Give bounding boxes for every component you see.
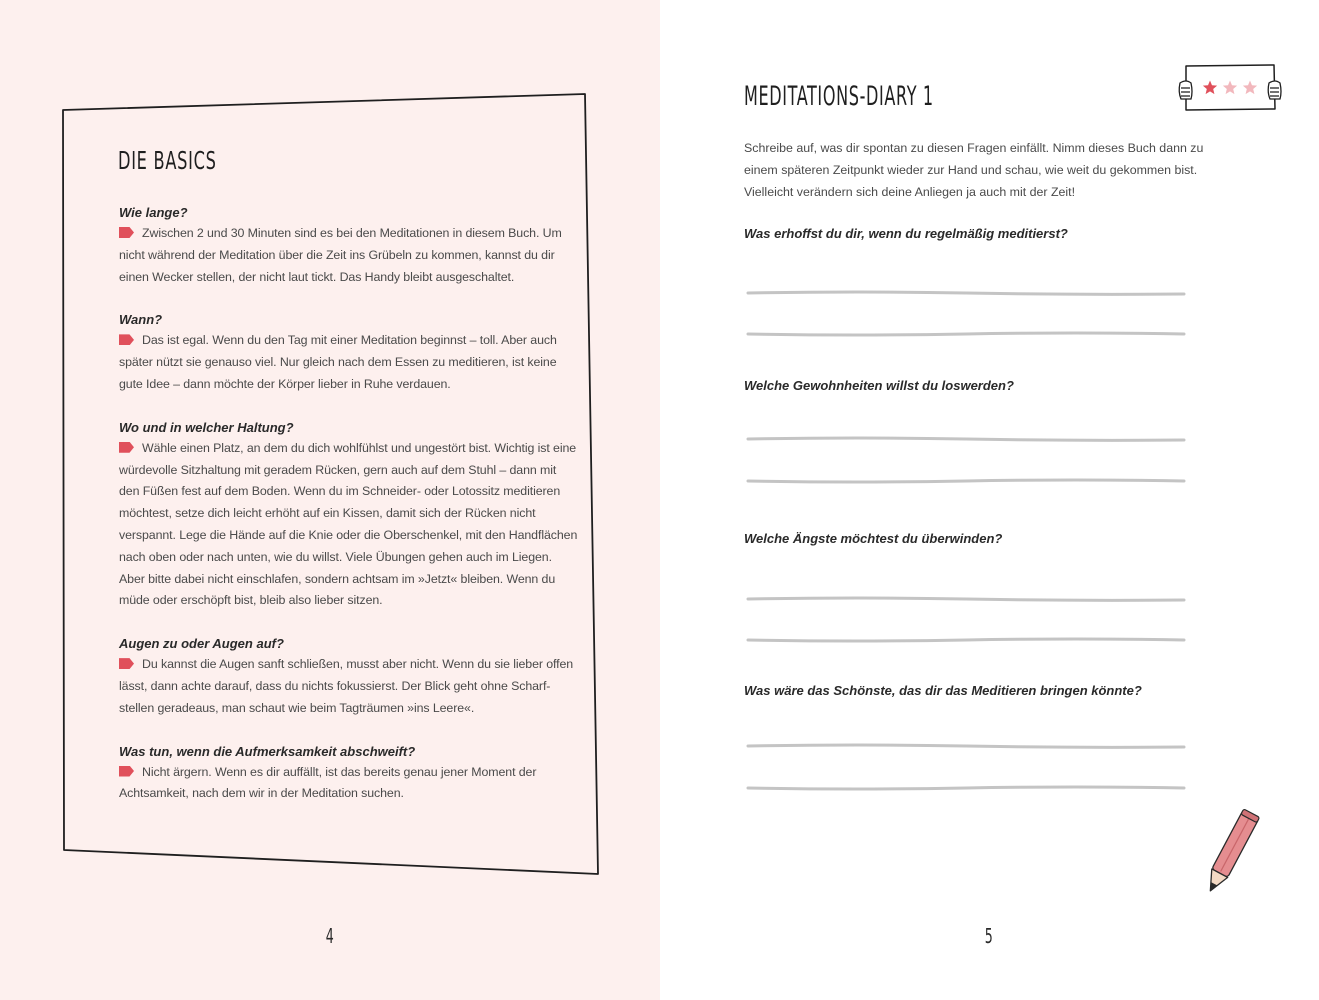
question-heading: Wann? xyxy=(119,312,163,328)
answer-body: Du kannst die Augen sanft schließen, musst aber nicht. Wenn du sie lieber offen lässt, dann achte darauf, dass du nichts fokussierst. Der Blick geht ohne Scharfstellen geradeaus, man schaut wie beim Tagträumen »ins Leere«. xyxy=(119,657,574,715)
answer-text xyxy=(119,223,579,288)
bullet-marker-icon xyxy=(119,442,134,453)
writing-line[interactable] xyxy=(746,288,1186,298)
diary-question: Was erhoffst du dir, wenn du regelmäßig meditierst? xyxy=(744,226,1068,241)
bullet-marker-icon xyxy=(119,766,134,777)
writing-line[interactable] xyxy=(746,594,1186,604)
list-item xyxy=(119,417,579,612)
difficulty-badge xyxy=(1176,62,1286,114)
page-title: DIE BASICS xyxy=(118,146,217,175)
pencil-icon xyxy=(1196,804,1266,900)
diary-question: Was wäre das Schönste, das dir das Meditieren bringen könnte? xyxy=(744,683,1142,698)
list-item xyxy=(119,741,579,806)
question-heading: Wo und in welcher Haltung? xyxy=(119,419,294,435)
question-heading: Was tun, wenn die Aufmerksamkeit abschweift? xyxy=(119,743,416,759)
bullet-marker-icon xyxy=(119,227,134,238)
page-number: 4 xyxy=(325,924,334,948)
hand-icon xyxy=(1268,81,1281,99)
answer-text xyxy=(119,654,579,719)
bullet-marker-icon xyxy=(119,658,134,669)
answer-body: Nicht ärgern. Wenn es dir auffällt, ist das bereits genau jener Moment der Achtsamkeit, nach dem wir in der Meditation suchen. xyxy=(119,764,537,801)
writing-line[interactable] xyxy=(746,434,1186,444)
basics-list xyxy=(119,202,579,826)
writing-line[interactable] xyxy=(746,329,1186,339)
answer-body: Zwischen 2 und 30 Minuten sind es bei den Meditationen in diesem Buch. Um nicht während der Meditation über die Zeit ins Grübeln zu kommen, kannst du dir einen Wecker stellen, der nicht laut tickt. Das Handy bleibt ausgeschaltet. xyxy=(119,226,562,284)
hand-icon xyxy=(1179,81,1192,99)
intro-text: Schreibe auf, was dir spontan zu diesen Fragen einfällt. Nimm dieses Buch dann zu einem späteren Zeitpunkt wieder zur Hand und schau, wie weit du gekommen bist. Vielleicht verändern sich deine Anliegen ja auch mit der Zeit! xyxy=(744,141,1204,199)
bullet-marker-icon xyxy=(119,334,134,345)
list-item xyxy=(119,633,579,719)
list-item xyxy=(119,309,579,395)
diary-question: Welche Gewohnheiten willst du loswerden? xyxy=(744,378,1014,393)
answer-text xyxy=(119,438,579,612)
answer-body: Das ist egal. Wenn du den Tag mit einer Meditation beginnst – toll. Aber auch später nützt sie genauso viel. Nur gleich nach dem Essen zu meditieren, ist keine gute Idee – dann möchte der Körper lieber in Ruhe verdauen. xyxy=(119,333,557,391)
writing-line[interactable] xyxy=(746,635,1186,645)
answer-text xyxy=(119,330,579,395)
page-title: MEDITATIONS-DIARY 1 xyxy=(744,81,934,112)
writing-line[interactable] xyxy=(746,741,1186,751)
page-number: 5 xyxy=(984,924,993,948)
answer-body: Wähle einen Platz, an dem du dich wohlfühlst und ungestört bist. Wichtig ist eine würdevolle Sitzhaltung mit geradem Rücken, gern auch auf dem Stuhl – dann mit den Füßen fest auf dem Boden. Wenn du im Schneider- oder Lotossitz meditieren möchtest, setze dich leicht erhöht auf ein Kissen, damit sich der Rücken nicht verspannt. Lege die Hände auf die Knie oder die Oberschenkel, mit den Handflächen nach oben oder nach unten, wie du willst. Viele Übungen gehen auch im Liegen. Aber bitte dabei nicht einschlafen, sondern achtsam im »Jetzt« bleiben. Wenn du müde oder erschöpft bist, bleib also lieber sitzen. xyxy=(119,440,578,608)
right-page xyxy=(660,0,1319,1000)
writing-line[interactable] xyxy=(746,476,1186,486)
question-heading: Wie lange? xyxy=(119,205,188,220)
answer-text xyxy=(119,762,579,806)
list-item xyxy=(119,202,579,288)
writing-line[interactable] xyxy=(746,783,1186,793)
diary-question: Welche Ängste möchtest du überwinden? xyxy=(744,531,1003,546)
question-heading: Augen zu oder Augen auf? xyxy=(119,636,284,652)
